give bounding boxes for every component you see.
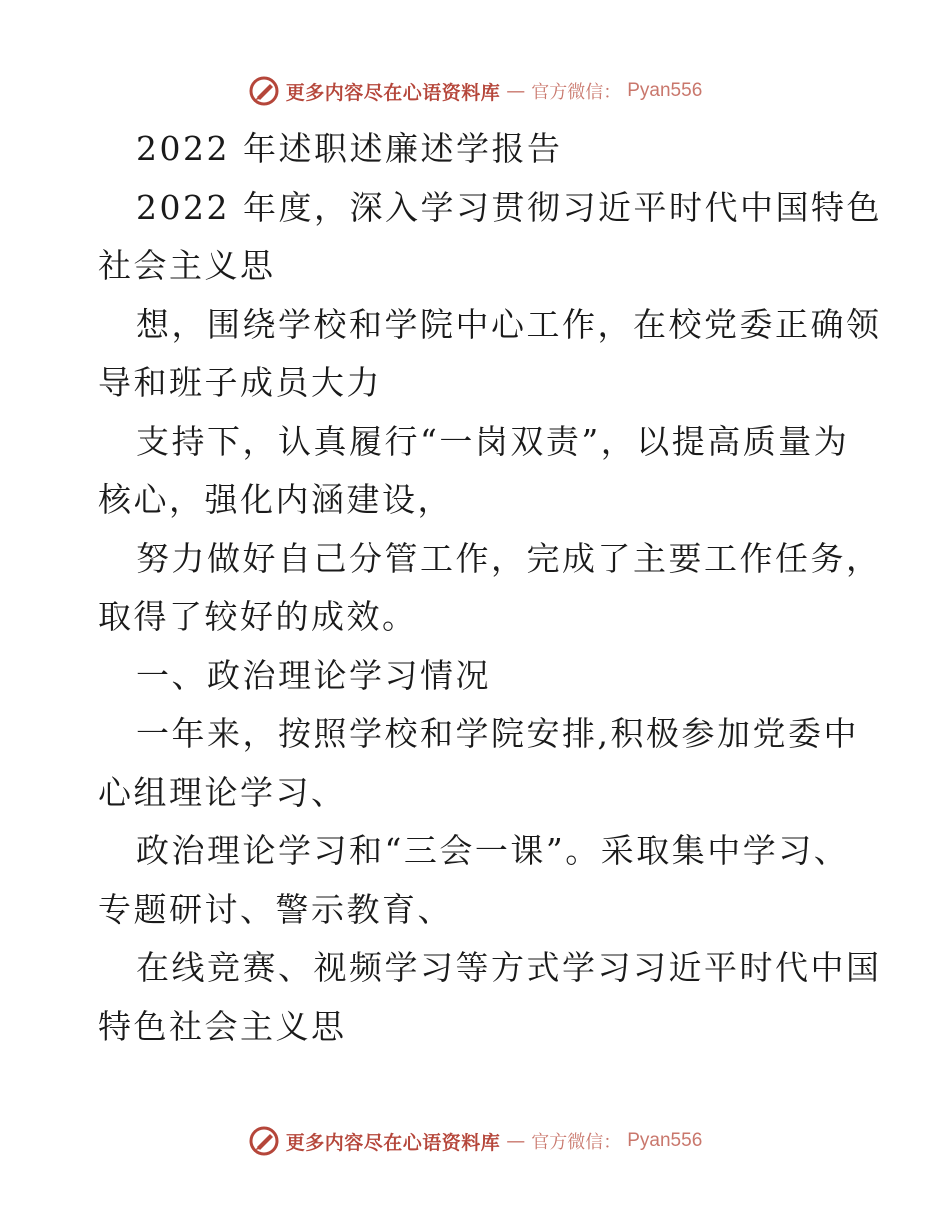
text-line: 专题研讨、警示教育、 bbox=[98, 889, 453, 929]
watermark-dash: — bbox=[506, 1130, 526, 1152]
text-line: 特色社会主义思 bbox=[98, 1006, 347, 1046]
header-watermark bbox=[0, 71, 950, 111]
library-slogan: 更多内容尽在心语资料库 bbox=[285, 81, 501, 104]
library-logo-icon bbox=[248, 75, 280, 107]
text-line: 取得了较好的成效。 bbox=[98, 597, 418, 636]
footer-watermark bbox=[0, 1121, 950, 1161]
text-line: 2022 年度，深入学习贯彻习近平时代中国特色 bbox=[136, 187, 882, 227]
text-line: 社会主义思 bbox=[98, 246, 276, 285]
document-body bbox=[98, 120, 882, 1056]
text-line: 一年来，按照学校和学院安排,积极参加党委中 bbox=[136, 714, 859, 753]
library-slogan: 更多内容尽在心语资料库 bbox=[285, 1131, 501, 1154]
wechat-label: 官方微信： bbox=[531, 1132, 622, 1153]
section-heading: 一、政治理论学习情况 bbox=[136, 655, 491, 695]
document-title: 2022 年述职述廉述学报告 bbox=[136, 129, 563, 168]
text-line: 想，围绕学校和学院中心工作，在校党委正确领 bbox=[136, 304, 882, 344]
text-line: 政治理论学习和“三会一课”。采取集中学习、 bbox=[136, 831, 850, 870]
text-line: 支持下，认真履行“一岗双责”，以提高质量为 bbox=[136, 421, 850, 461]
text-line: 心组理论学习、 bbox=[98, 772, 347, 812]
text-line: 在线竞赛、视频学习等方式学习习近平时代中国 bbox=[136, 948, 882, 987]
text-line: 导和班子成员大力 bbox=[98, 363, 382, 402]
wechat-id: Pyan556 bbox=[627, 80, 703, 101]
watermark-dash: — bbox=[506, 80, 526, 102]
text-line: 努力做好自己分管工作，完成了主要工作任务， bbox=[136, 538, 882, 578]
wechat-label: 官方微信： bbox=[531, 82, 622, 103]
wechat-id: Pyan556 bbox=[627, 1130, 703, 1151]
text-line: 核心，强化内涵建设， bbox=[98, 480, 453, 519]
library-logo-icon bbox=[248, 1125, 280, 1157]
